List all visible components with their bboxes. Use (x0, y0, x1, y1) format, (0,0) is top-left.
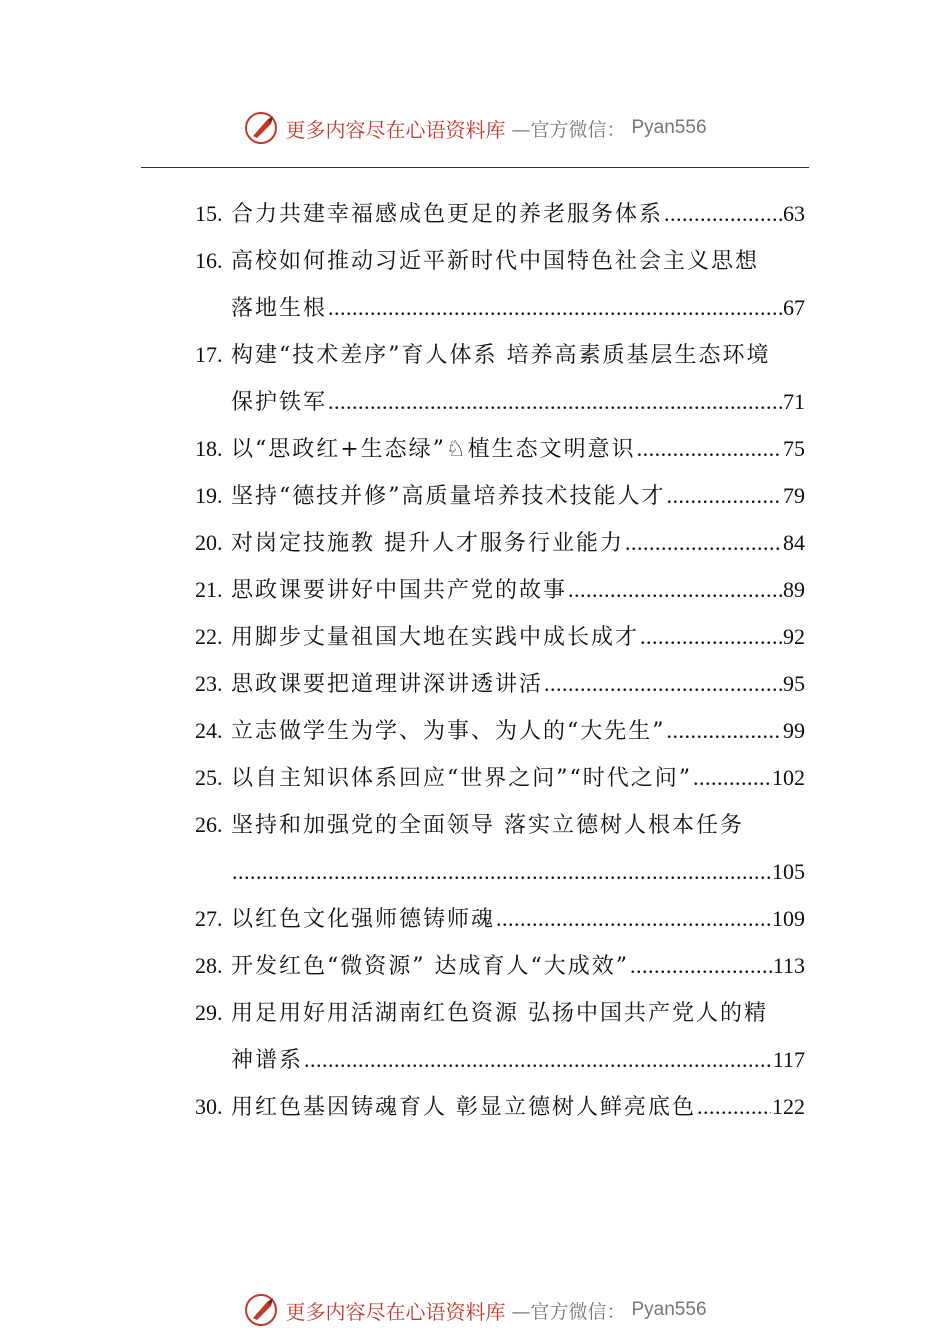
dot-leader (667, 707, 783, 754)
header-wechat-label: —官方微信： (511, 118, 626, 141)
dot-leader (640, 613, 782, 660)
toc-entry[interactable] (195, 472, 805, 519)
toc-entry[interactable] (195, 519, 805, 566)
toc-entry-line (195, 331, 805, 378)
toc-entry-line (195, 472, 805, 519)
toc-entry-number: 19. (195, 483, 223, 508)
toc-entry-number: 29. (195, 1000, 223, 1025)
toc-entry-line (195, 566, 805, 613)
footer-banner (0, 1290, 950, 1330)
toc-entry[interactable] (195, 989, 805, 1083)
toc-entry-page-number: 109 (772, 906, 805, 931)
toc-entry-title: 思政课要把道理讲深讲透讲活 (231, 672, 544, 697)
fountain-pen-logo-icon (243, 110, 279, 146)
dot-leader (630, 942, 772, 989)
toc-entry[interactable] (195, 613, 805, 660)
toc-entry-page-number: 122 (772, 1094, 805, 1119)
toc-entry-page-number: 92 (783, 624, 805, 649)
table-of-contents (195, 190, 805, 1130)
toc-entry-line (195, 707, 805, 754)
toc-entry-title: 高校如何推动习近平新时代中国特色社会主义思想 (231, 249, 760, 274)
toc-entry-title: 神谱系 (231, 1048, 304, 1073)
toc-entry-line (195, 378, 805, 425)
toc-entry[interactable] (195, 237, 805, 331)
toc-entry-page-number: 71 (783, 389, 805, 414)
dot-leader (667, 472, 783, 519)
toc-entry-line (195, 848, 805, 895)
dot-leader (637, 425, 782, 472)
toc-entry-page-number: 84 (783, 530, 805, 555)
toc-entry[interactable] (195, 660, 805, 707)
toc-entry-line (195, 519, 805, 566)
toc-entry[interactable] (195, 942, 805, 989)
toc-entry-line (195, 284, 805, 331)
toc-entry-line (195, 425, 805, 472)
toc-entry-number: 18. (195, 436, 223, 461)
toc-entry-title: 用足用好用活湖南红色资源 弘扬中国共产党人的精 (231, 1001, 768, 1026)
toc-entry-line (195, 989, 805, 1036)
toc-entry-line (195, 942, 805, 989)
fountain-pen-logo-icon (243, 1292, 279, 1328)
toc-entry-title: 用脚步丈量祖国大地在实践中成长成才 (231, 625, 640, 650)
toc-entry-title: 坚持“德技并修”高质量培养技术技能人才 (231, 484, 666, 509)
toc-entry-line (195, 1083, 805, 1130)
toc-entry-number: 24. (195, 718, 223, 743)
toc-entry-number: 21. (195, 577, 223, 602)
header-title: 更多内容尽在心语资料库 (285, 117, 506, 142)
toc-entry[interactable] (195, 754, 805, 801)
toc-entry-number: 17. (195, 342, 223, 367)
dot-leader (697, 1083, 771, 1130)
toc-entry-page-number: 99 (783, 718, 805, 743)
toc-entry-page-number: 63 (783, 201, 805, 226)
toc-entry-number: 28. (195, 953, 223, 978)
dot-leader (496, 895, 771, 942)
toc-entry-page-number: 89 (783, 577, 805, 602)
toc-entry-page-number: 117 (772, 1047, 805, 1072)
toc-entry-number: 27. (195, 906, 223, 931)
toc-entry-title: 开发红色“微资源” 达成育人“大成效” (231, 954, 629, 979)
toc-entry-line (195, 190, 805, 237)
toc-entry-line (195, 754, 805, 801)
footer-title: 更多内容尽在心语资料库 (285, 1299, 506, 1324)
toc-entry-number: 30. (195, 1094, 223, 1119)
toc-entry[interactable] (195, 190, 805, 237)
toc-entry-number: 25. (195, 765, 223, 790)
toc-entry-title: 以自主知识体系回应“世界之问”“时代之问” (231, 766, 692, 791)
toc-entry-title: 对岗定技施教 提升人才服务行业能力 (231, 531, 624, 556)
toc-entry-line (195, 895, 805, 942)
toc-entry-number: 15. (195, 201, 223, 226)
toc-entry-title: 构建“技术差序”育人体系 培养高素质基层生态环境 (231, 343, 771, 368)
toc-entry[interactable] (195, 707, 805, 754)
toc-entry-title: 坚持和加强党的全面领导 落实立德树人根本任务 (231, 813, 744, 838)
footer-wechat-label: —官方微信： (511, 1300, 626, 1323)
header-divider (141, 167, 809, 168)
toc-entry-number: 20. (195, 530, 223, 555)
toc-entry-line (195, 660, 805, 707)
dot-leader (328, 284, 782, 331)
toc-entry-title: 以“思政红+生态绿”♘植生态文明意识 (231, 437, 636, 462)
toc-entry-title: 用红色基因铸魂育人 彰显立德树人鲜亮底色 (231, 1095, 696, 1120)
toc-entry-page-number: 102 (772, 765, 805, 790)
dot-leader (693, 754, 771, 801)
dot-leader (625, 519, 782, 566)
toc-entry-page-number: 95 (783, 671, 805, 696)
dot-leader (568, 566, 782, 613)
toc-entry-title: 以红色文化强师德铸师魂 (231, 907, 496, 932)
toc-entry-line (195, 613, 805, 660)
toc-entry-line (195, 801, 805, 848)
toc-entry[interactable] (195, 801, 805, 895)
toc-entry-page-number: 113 (772, 953, 805, 978)
toc-entry-page-number: 105 (772, 859, 805, 884)
toc-entry-number: 16. (195, 248, 223, 273)
dot-leader (232, 848, 771, 895)
toc-entry-number: 22. (195, 624, 223, 649)
toc-entry[interactable] (195, 331, 805, 425)
toc-entry-page-number: 79 (783, 483, 805, 508)
toc-entry-number: 23. (195, 671, 223, 696)
toc-entry-line (195, 1036, 805, 1083)
toc-entry[interactable] (195, 566, 805, 613)
header-banner (0, 108, 950, 148)
toc-entry-line (195, 237, 805, 284)
toc-entry-page-number: 75 (783, 436, 805, 461)
toc-entry-page-number: 67 (783, 295, 805, 320)
toc-entry[interactable] (195, 425, 805, 472)
toc-entry[interactable] (195, 895, 805, 942)
toc-entry-title: 立志做学生为学、为事、为人的“大先生” (231, 719, 666, 744)
footer-wechat-id: Pyan556 (631, 1299, 707, 1320)
toc-entry-title: 合力共建幸福感成色更足的养老服务体系 (231, 202, 664, 227)
header-wechat-id: Pyan556 (631, 117, 707, 138)
dot-leader (328, 378, 782, 425)
toc-entry-title: 保护铁军 (231, 390, 328, 415)
toc-entry-title: 落地生根 (231, 296, 328, 321)
dot-leader (664, 190, 782, 237)
dot-leader (304, 1036, 772, 1083)
toc-entry-title: 思政课要讲好中国共产党的故事 (231, 578, 568, 603)
toc-entry[interactable] (195, 1083, 805, 1130)
dot-leader (544, 660, 782, 707)
toc-entry-number: 26. (195, 812, 223, 837)
